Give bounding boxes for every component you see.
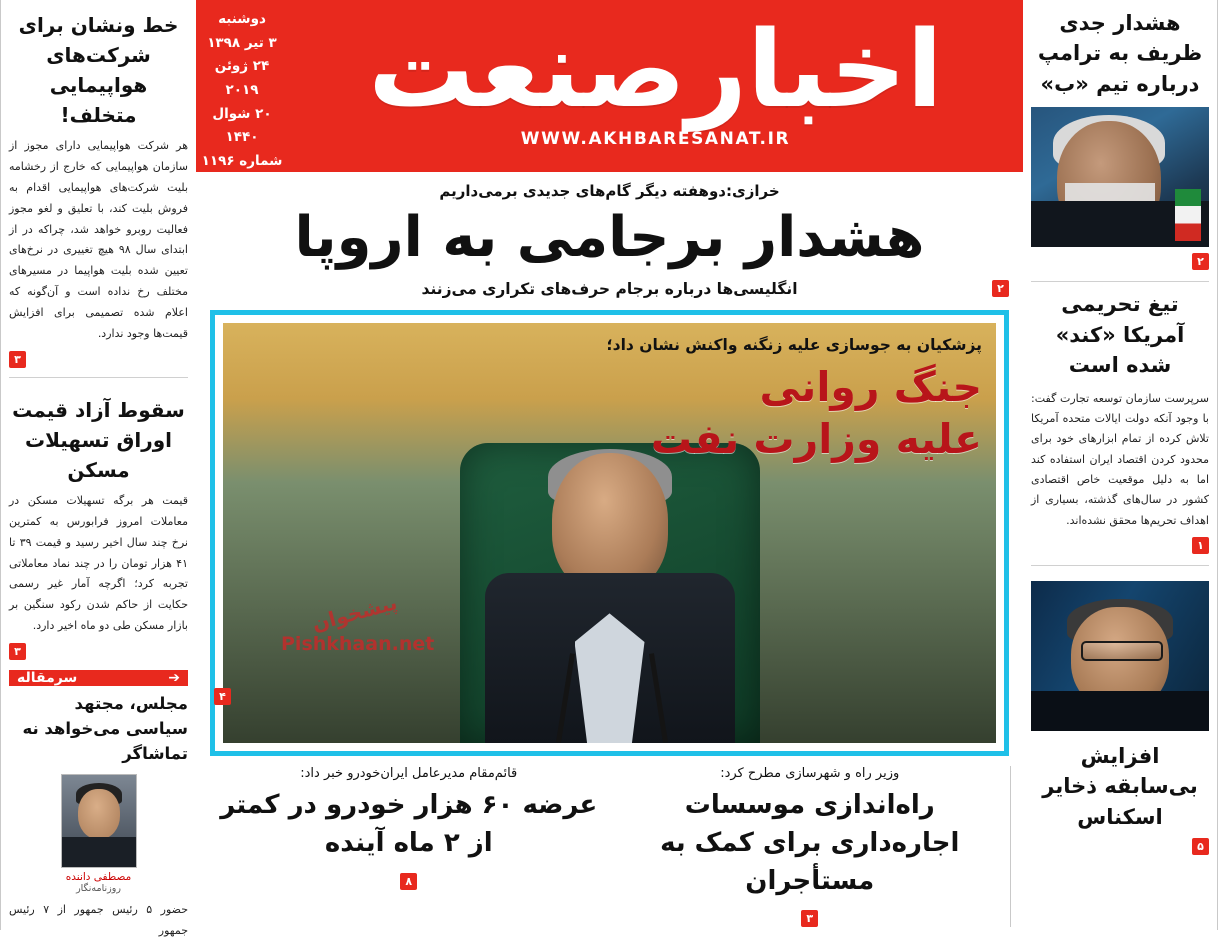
page-badge: ۳ — [9, 351, 26, 368]
right-article-2-page — [9, 643, 188, 660]
feature-page-badge: ۴ — [214, 688, 231, 705]
divider — [1031, 281, 1209, 282]
left-article-3-headline: افزایش بی‌سابقه ذخایر اسکناس — [1042, 744, 1198, 829]
date-line-3: ۲۰ شوال ۱۴۴۰ — [212, 105, 272, 146]
editorial-author-name: مصطفی داننده — [65, 871, 132, 884]
bottom-story-1-kicker: قائم‌مقام مدیرعامل ایران‌خودرو خبر داد: — [300, 766, 518, 782]
page-badge: ۵ — [1192, 838, 1209, 855]
date-line-1: ۳ تیر ۱۳۹۸ — [207, 34, 277, 51]
right-sidebar — [0, 0, 196, 938]
editorial-author-role: روزنامه‌نگار — [76, 883, 121, 895]
editorial-article[interactable] — [9, 692, 188, 942]
page-badge: ۱ — [1192, 537, 1209, 554]
feature-story[interactable] — [210, 310, 1009, 756]
left-article-1-page — [1031, 253, 1209, 270]
left-article-1[interactable] — [1031, 0, 1209, 274]
right-article-1-page — [9, 351, 188, 368]
left-article-3-photo — [1031, 581, 1209, 731]
glasses-icon — [1081, 641, 1163, 661]
left-article-2-page — [1031, 537, 1209, 554]
left-article-2[interactable] — [1031, 289, 1209, 558]
lead-headline: هشدار برجامی به اروپا — [294, 205, 925, 270]
arrow-icon: ➔ — [168, 670, 180, 687]
editorial-author-avatar — [61, 774, 137, 868]
bottom-story-1-page — [220, 873, 598, 890]
page-badge: ۸ — [400, 873, 417, 890]
lead-page-badge: ۲ — [992, 280, 1009, 297]
watermark-en: Pishkhaan.net — [281, 633, 435, 656]
lead-subhead: انگلیسی‌ها درباره برجام حرف‌های تکراری می‌زنند — [421, 280, 798, 299]
page-badge: ۲ — [1192, 253, 1209, 270]
subject-face — [552, 453, 668, 593]
editorial-section-label: سرمقاله — [17, 670, 78, 687]
bottom-story-1[interactable] — [208, 766, 610, 927]
avatar-face — [78, 789, 120, 839]
page-badge: ۳ — [9, 643, 26, 660]
iran-flag-icon — [1175, 189, 1201, 241]
left-sidebar — [1023, 0, 1218, 930]
masthead-logo-wrap[interactable] — [288, 0, 1023, 172]
left-article-1-headline: هشدار جدی ظریف به ترامپ درباره تیم «ب» — [1037, 11, 1203, 96]
feature-title-block — [237, 335, 982, 465]
date-line-5: ۸ صفحه — [215, 176, 269, 193]
lead-story[interactable] — [196, 172, 1023, 304]
main-column — [196, 0, 1023, 930]
right-article-2[interactable] — [9, 385, 188, 662]
left-article-1-photo — [1031, 107, 1209, 247]
avatar-suit — [62, 837, 136, 867]
feature-kicker: پزشکیان به جوسازی علیه زنگنه واکنش نشان داد؛ — [606, 336, 982, 355]
feature-photo — [223, 323, 996, 743]
editorial-section-bar — [9, 670, 188, 686]
divider — [9, 377, 188, 378]
right-article-2-body: قیمت هر برگه تسهیلات مسکن در معاملات امروز فرابورس به کمترین نرخ چند سال اخیر رسید و قیمت ۳۹ تا ۴۱ هزار تومان را در چند نماد معاملاتی تجربه کرد؛ اگرچه آمار غیر رسمی حکایت از حاکم شدن رکود سنگین بر بازار مسکن طی دو ماه اخیر دارد. — [9, 493, 188, 633]
masthead-date-block — [196, 0, 288, 216]
bottom-story-2-kicker: وزیر راه و شهرسازی مطرح کرد: — [720, 766, 900, 782]
date-line-2: ۲۴ ژوئن ۲۰۱۹ — [214, 58, 270, 98]
left-article-3[interactable] — [1031, 573, 1209, 859]
editorial-headline: مجلس، مجتهد سیاسی می‌خواهد نه تماشاگر — [22, 694, 188, 763]
left-article-3-page — [1031, 838, 1209, 855]
editorial-body: حضور ۵ رئیس جمهور از ۷ رئیس جمهور — [9, 903, 188, 938]
left-article-2-body: سرپرست سازمان توسعه تجارت گفت: با وجود آنکه دولت ایالات متحده آمریکا تلاش کرده از تمام ابزارهای خود برای محدود کردن اقتصاد ایران استفاده کند اما به دلیل موقعیت خاص اقتصادی کشور در سال‌های گذشته، بسیاری از اهداف تحریم‌ها محقق نشده‌اند. — [1031, 391, 1209, 527]
feature-headline-line1: جنگ روانی — [759, 363, 982, 412]
feature-page-badge-wrap — [214, 685, 231, 705]
portrait-suit — [1031, 691, 1209, 731]
page-badge: ۳ — [801, 910, 818, 927]
bottom-story-2-page — [622, 910, 999, 927]
right-article-1-headline: خط ونشان برای شرکت‌های هواپیمایی متخلف! — [18, 13, 179, 127]
right-article-2-headline: سقوط آزاد قیمت اوراق تسهیلات مسکن — [12, 397, 185, 482]
newspaper-logo: اخبارصنعت — [368, 8, 943, 131]
date-line-4: شماره ۱۱۹۶ — [201, 152, 283, 169]
divider — [1031, 565, 1209, 566]
date-line-0: دوشنبه — [218, 11, 266, 27]
watermark-fa: پیشخوان — [309, 590, 400, 637]
bottom-story-1-headline: عرضه ۶۰ هزار خودرو در کمتر از ۲ ماه آینده — [220, 790, 598, 859]
bottom-stories — [208, 766, 1011, 927]
bottom-story-2[interactable] — [610, 766, 1012, 927]
bottom-story-2-headline: راه‌اندازی موسسات اجاره‌داری برای کمک به مستأجران — [660, 790, 960, 896]
right-article-1-body: هر شرکت هواپیمایی دارای مجوز از سازمان هواپیمایی که خارج از رخشامه بلیت شرکت‌های هواپیمایی اقدام به فروش بلیت کند، با تعلیق و لغو مجوز فعالیت روبرو خواهد شد، چراکه در از ابتدای سال ۹۸ هیچ تغییری در نرخ‌های تعیین شده بلیت هواپیما در مسیرهای مختلف رخ نداده است و آن‌گونه که اعلام شده تصمیمی برای افزایش قیمت‌ها وجود ندارد. — [9, 139, 188, 341]
newspaper-website-url[interactable]: WWW.AKHBARESANAT.IR — [520, 129, 791, 149]
right-article-1[interactable] — [9, 0, 188, 370]
left-article-2-headline: تیغ تحریمی آمریکا «کند» شده است — [1055, 292, 1185, 378]
lead-kicker: خرازی:دوهفته دیگر گام‌های جدیدی برمی‌داریم — [439, 182, 780, 200]
feature-headline-line2: علیه وزارت نفت — [650, 414, 982, 463]
date-line-6: ۲۰۰۰ تومان — [203, 200, 281, 216]
